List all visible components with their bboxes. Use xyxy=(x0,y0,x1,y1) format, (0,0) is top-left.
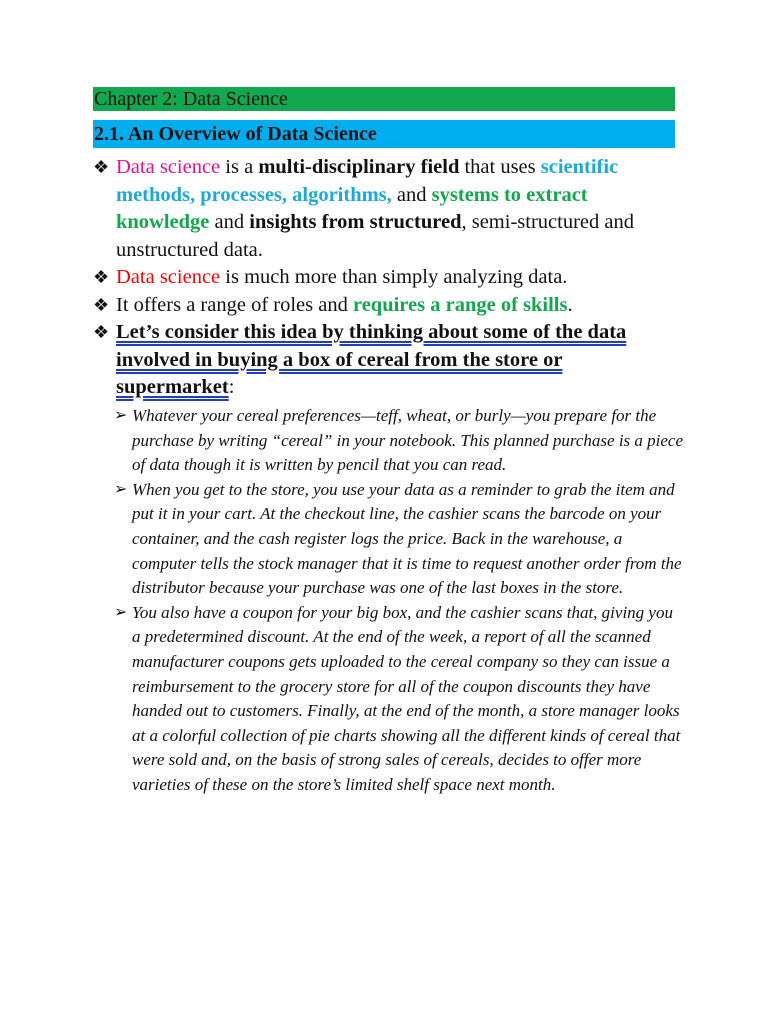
diamond-bullet-icon: ❖ xyxy=(93,157,110,177)
highlight-term: Data science xyxy=(116,266,221,288)
highlight-term: scientific methods, processes, algorithms, xyxy=(116,156,619,206)
diamond-bullet-icon: ❖ xyxy=(93,267,110,287)
bullet-item xyxy=(93,154,683,264)
bullet-list xyxy=(93,154,683,402)
text-run: and xyxy=(391,183,432,206)
arrow-bullet-icon: ➢ xyxy=(114,480,128,498)
highlight-term: requires a range of skills xyxy=(352,293,568,316)
section-heading: 2.1. An Overview of Data Science xyxy=(93,120,675,148)
sub-bullet-item xyxy=(114,404,684,478)
highlight-term: systems to extract knowledge xyxy=(116,183,588,233)
bullet-item xyxy=(93,264,683,292)
text-run: : xyxy=(228,376,235,398)
sub-bullet-text: You also have a coupon for your big box, and the cashier scans that, giving you a predetermined discount. At the end of the week, a report of all the scanned manufacturer coupons gets uploaded to the cereal company so they can issue a reimbursement to the grocery store for all of the coupon discounts they have handed out to customers. Finally, at the end of the month, a store manager looks at a colorful collection of pie charts showing all the different kinds of cereal that were sold and, on the basis of strong sales of cereals, decides to offer more varieties of these on the store’s limited shelf space next month. xyxy=(132,602,681,794)
bullet-item xyxy=(93,292,683,320)
text-run: is a xyxy=(220,156,259,178)
underlined-statement: Let’s consider this idea by thinking about some of the data involved in buying a box of cereal from the store or supermarket xyxy=(116,321,627,398)
arrow-bullet-icon: ➢ xyxy=(114,407,128,424)
sub-bullet-list xyxy=(114,404,684,798)
text-run: , semi-structured and unstructured data. xyxy=(116,211,634,261)
text-run: is much more than simply analyzing data. xyxy=(220,266,568,288)
bold-term: multi-disciplinary field xyxy=(258,156,460,178)
sub-bullet-item xyxy=(114,601,684,798)
text-run: and xyxy=(209,211,250,233)
bold-term: insights from structured xyxy=(249,211,462,233)
text-run: that uses xyxy=(459,156,541,178)
diamond-bullet-icon: ❖ xyxy=(93,322,110,342)
text-run: It offers a range of roles and xyxy=(116,293,353,316)
arrow-bullet-icon: ➢ xyxy=(114,603,128,621)
sub-bullet-text: Whatever your cereal preferences—teff, wheat, or burly—you prepare for the purchase by writing “cereal” in your notebook. This planned purchase is a piece of data though it is written by pencil that you can read. xyxy=(132,406,684,475)
diamond-bullet-icon: ❖ xyxy=(93,294,110,315)
chapter-heading: Chapter 2: Data Science xyxy=(93,87,675,111)
sub-bullet-text: When you get to the store, you use your data as a reminder to grab the item and put it in your cart. At the checkout line, the cashier scans the barcode on your container, and the cash register logs the price. Back in the warehouse, a computer tells the stock manager that it is time to request another order from the distributor because your purchase was one of the last boxes in the store. xyxy=(132,479,682,598)
sub-bullet-item xyxy=(114,478,684,601)
text-run: . xyxy=(567,293,573,316)
highlight-term: Data science xyxy=(116,156,221,178)
bullet-item xyxy=(93,319,683,402)
